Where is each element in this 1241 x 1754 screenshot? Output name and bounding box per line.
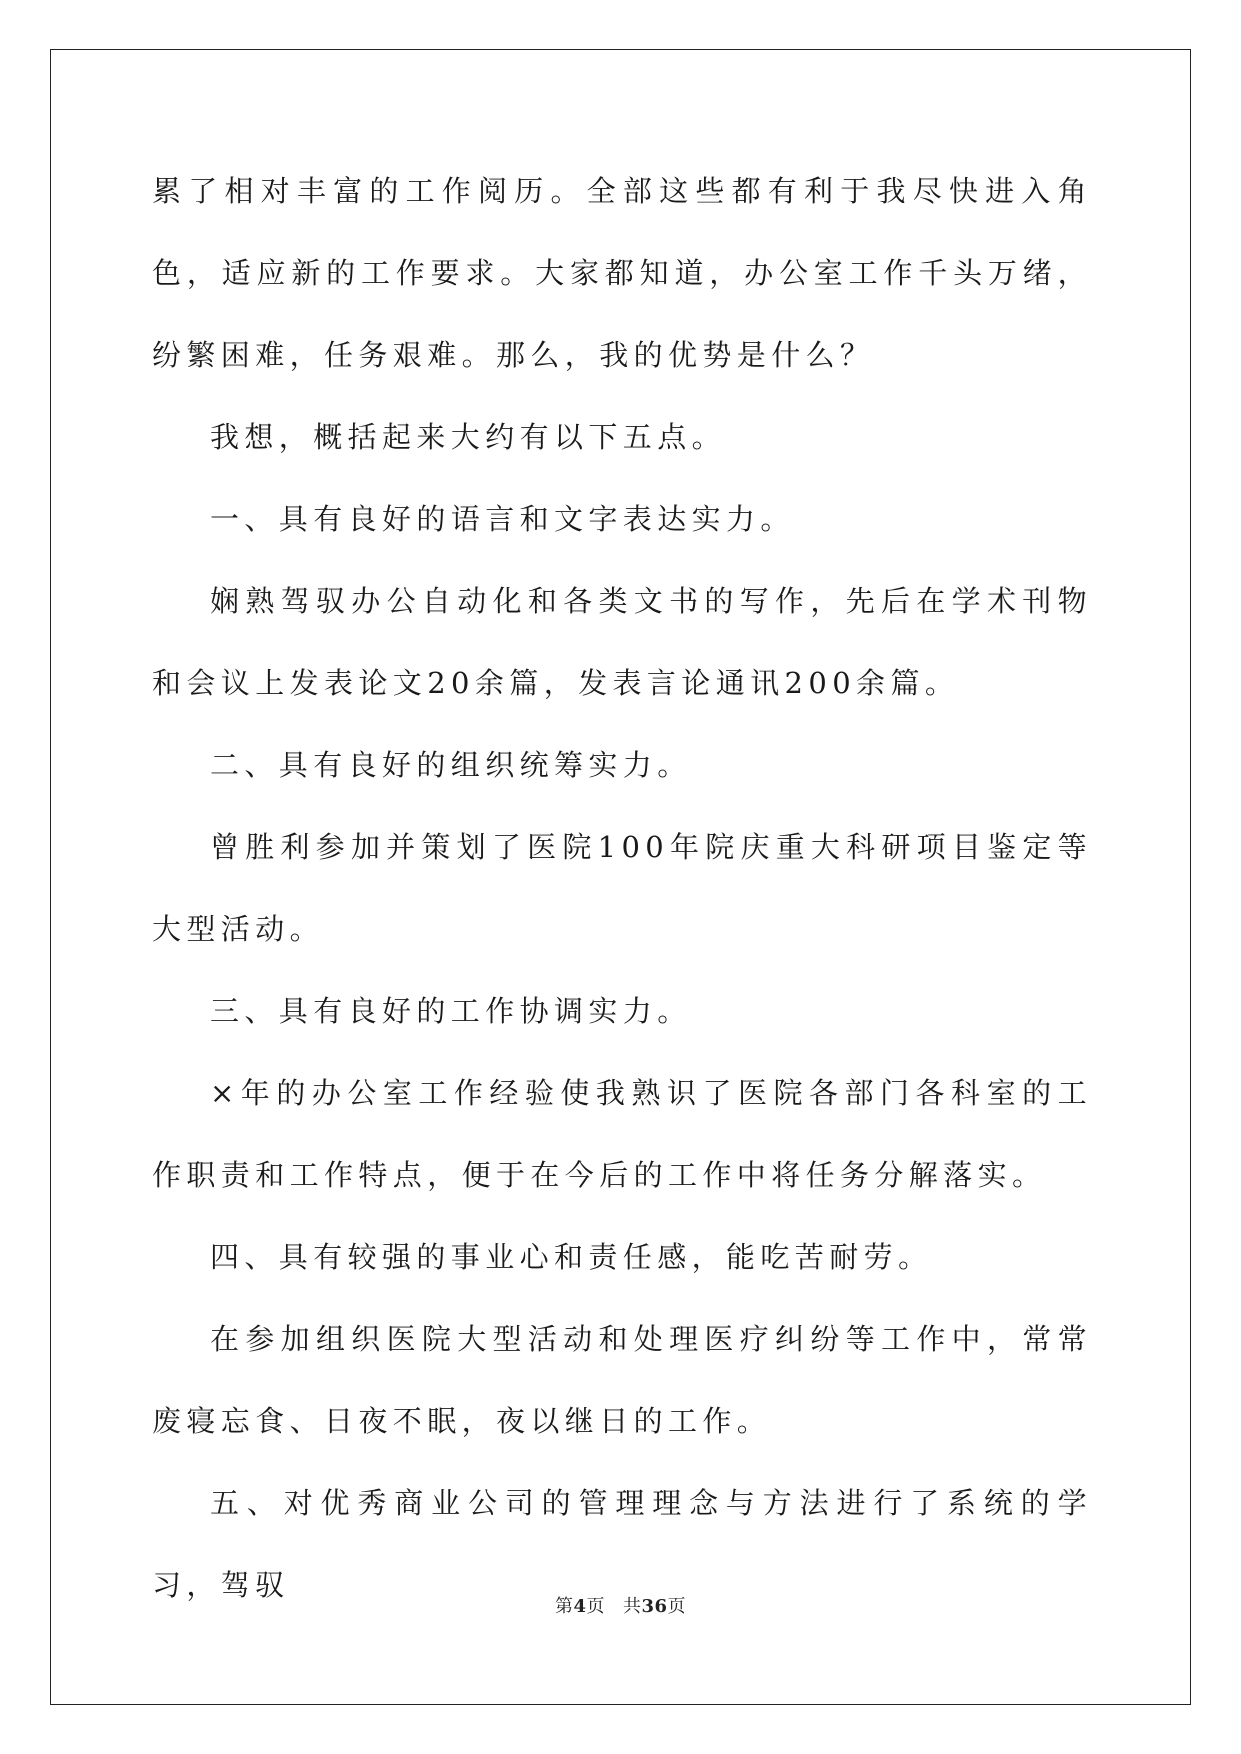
- page-label-suffix: 页: [586, 1596, 605, 1617]
- page-label-prefix: 第: [554, 1596, 574, 1617]
- paragraph: 累了相对丰富的工作阅历。全部这些都有利于我尽快进入角色，适应新的工作要求。大家都知道，办公室工作千头万绪，纷繁困难，任务艰难。那么，我的优势是什么？: [152, 174, 1092, 372]
- total-pages: 36: [641, 1596, 668, 1617]
- paragraph: 在参加组织医院大型活动和处理医疗纠纷等工作中，常常废寝忘食、日夜不眠，夜以继日的工作。: [152, 1322, 1092, 1438]
- section-heading: 二、具有良好的组织统筹实力。: [210, 748, 692, 782]
- paragraph: ×年的办公室工作经验使我熟识了医院各部门各科室的工作职责和工作特点，便于在今后的工作中将任务分解落实。: [152, 1076, 1092, 1192]
- page-number: 4: [573, 1596, 587, 1617]
- section-heading: 四、具有较强的事业心和责任感，能吃苦耐劳。: [210, 1240, 933, 1274]
- page-footer: [0, 1592, 1241, 1618]
- document-body: [152, 150, 1092, 1626]
- paragraph: 我想，概括起来大约有以下五点。: [210, 420, 727, 454]
- paragraph: 曾胜利参加并策划了医院100年院庆重大科研项目鉴定等大型活动。: [152, 830, 1092, 946]
- section-heading: 五、对优秀商业公司的管理理念与方法进行了系统的学习，驾驭: [152, 1486, 1092, 1602]
- total-label-suffix: 页: [667, 1596, 687, 1617]
- section-heading: 三、具有良好的工作协调实力。: [210, 994, 692, 1028]
- section-heading: 一、具有良好的语言和文字表达实力。: [210, 502, 795, 536]
- total-label-prefix: 共: [622, 1596, 642, 1617]
- paragraph: 娴熟驾驭办公自动化和各类文书的写作，先后在学术刊物和会议上发表论文20余篇，发表言论通讯200余篇。: [152, 584, 1092, 700]
